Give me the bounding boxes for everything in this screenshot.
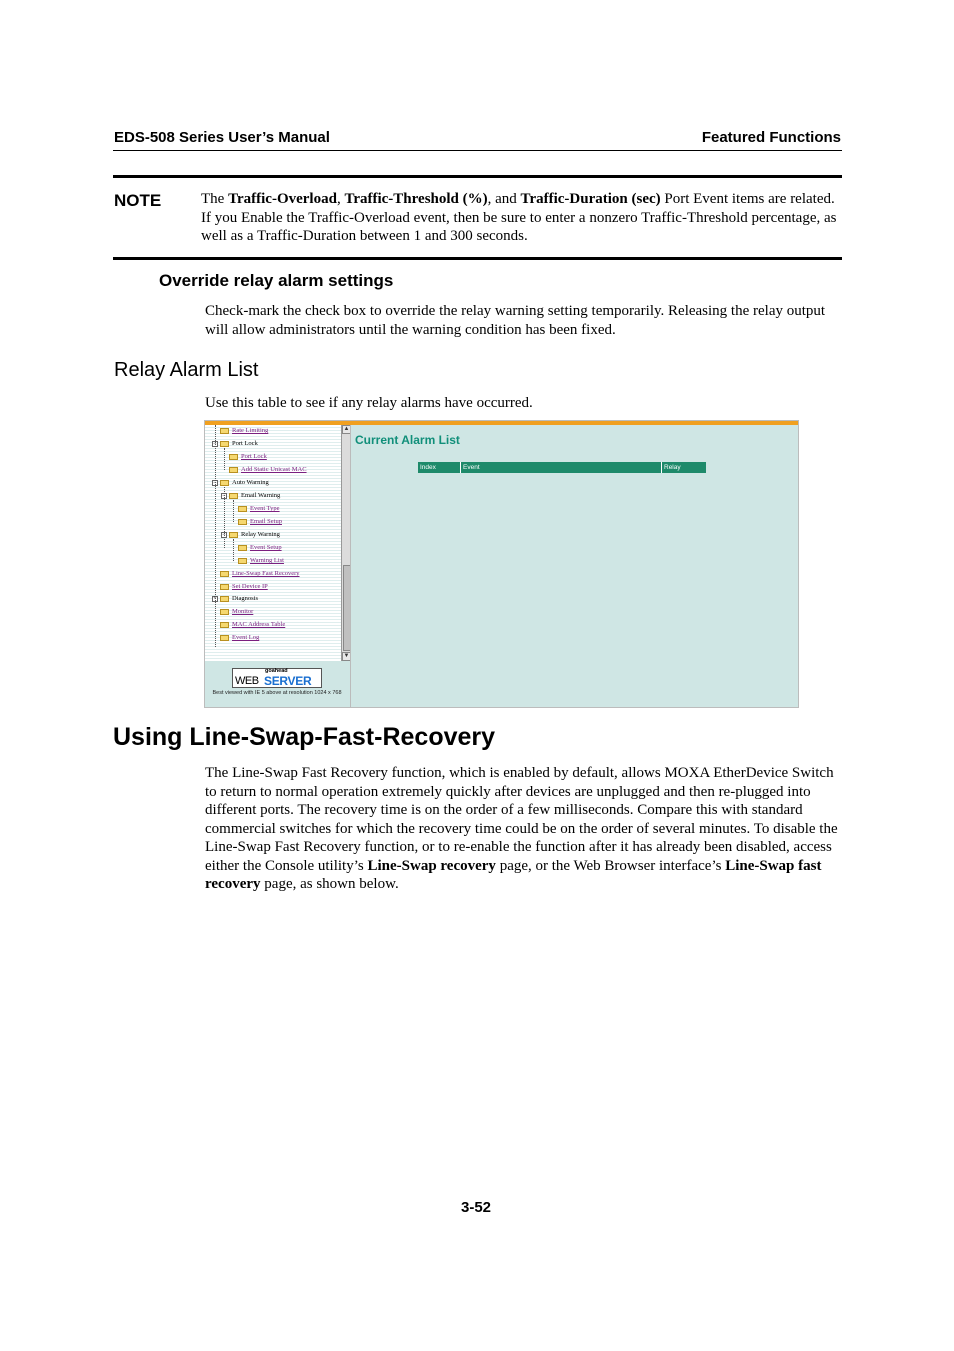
tree-item[interactable] [220, 634, 259, 642]
tree-item[interactable] [229, 466, 307, 474]
folder-icon [220, 428, 229, 434]
folder-icon [238, 519, 247, 525]
lsfr-heading: Using Line-Swap-Fast-Recovery [113, 723, 496, 751]
relay-alarm-list-body: Use this table to see if any relay alarms have occurred. [205, 395, 533, 411]
tree-item-label[interactable]: Event Type [250, 505, 280, 512]
note-text: The Traffic-Overload, Traffic-Threshold (%), and Traffic-Duration (sec) Port Event items are related. If you Enable the Traffic-Overload event, then be sure to enter a nonzero Traffic-Threshold percentage, as well as a Traffic-Duration between 1 and 300 seconds. [201, 191, 837, 244]
tree-item [229, 492, 280, 500]
tree-item-label[interactable]: Line-Swap Fast Recovery [232, 570, 300, 577]
logo-server: SERVER [264, 674, 312, 688]
alarm-list-title: Current Alarm List [355, 433, 460, 447]
tree-item-label: Port Lock [232, 440, 258, 447]
tree-item-label[interactable]: Event Log [232, 634, 260, 641]
folder-icon [238, 558, 247, 564]
tree-guide-line [224, 448, 225, 470]
folder-icon [229, 467, 238, 473]
expand-icon[interactable]: + [213, 596, 217, 602]
folder-icon [220, 571, 229, 577]
collapse-icon[interactable]: − [213, 441, 217, 447]
tree-item-label[interactable]: Email Setup [250, 518, 282, 525]
tree-guide-line [224, 487, 225, 548]
web-interface-screenshot [204, 420, 799, 708]
note-label: NOTE [114, 191, 162, 210]
folder-icon [238, 545, 247, 551]
tree-item-label: Email Warning [241, 492, 281, 499]
scroll-down-icon[interactable]: ▼ [343, 653, 350, 659]
tree-item[interactable] [238, 544, 282, 552]
folder-icon [229, 493, 238, 499]
collapse-icon[interactable]: − [222, 493, 226, 499]
tree-item[interactable] [238, 505, 280, 513]
page-number: 3-52 [461, 1199, 492, 1216]
folder-icon [229, 454, 238, 460]
tree-item-label[interactable]: Port Lock [241, 453, 267, 460]
tree-item-label: Relay Warning [241, 531, 280, 538]
tree-item[interactable] [220, 583, 268, 591]
folder-icon [238, 506, 247, 512]
tree-item-label: Diagnosis [232, 595, 258, 602]
folder-icon [220, 596, 229, 602]
folder-icon [220, 635, 229, 641]
note-top-rule [113, 175, 842, 178]
logo-goahead: goahead [265, 668, 288, 674]
folder-icon [229, 532, 238, 538]
tree-guide-line [233, 539, 234, 561]
frame-divider [350, 425, 351, 707]
folder-icon [220, 441, 229, 447]
tree-item [220, 595, 258, 603]
tree-item-label[interactable]: Rate Limiting [232, 427, 269, 434]
collapse-icon[interactable]: − [222, 532, 226, 538]
folder-icon [220, 622, 229, 628]
tree-item[interactable] [229, 453, 267, 461]
tree-item-label[interactable]: Event Setup [250, 544, 282, 551]
header-rule [113, 150, 842, 151]
note-bottom-rule [113, 257, 842, 260]
column-event: Event [461, 462, 662, 473]
tree-item-label[interactable]: Add Static Unicast MAC [241, 466, 307, 473]
folder-icon [220, 480, 229, 486]
override-heading: Override relay alarm settings [159, 271, 394, 290]
collapse-icon[interactable]: − [213, 480, 217, 486]
lsfr-body: The Line-Swap Fast Recovery function, which is enabled by default, allows MOXA EtherDevice Switch to return to normal operation extremely quickly after devices are unplugged and then re-plugged into different ports. The recovery time is on the order of a few milliseconds. Compare this with standard commercial switches for which the recovery time could be on the order of several minutes. To disable the Line-Swap Fast Recovery function, or to re-enable the function after it has already been disabled, access either the Console utility’s Line-Swap recovery page, or the Web Browser interface’s Line-Swap fast recovery page, as shown below. [205, 765, 838, 892]
scroll-up-icon[interactable]: ▲ [343, 426, 350, 432]
tree-item[interactable] [238, 557, 284, 565]
tree-item [229, 531, 280, 539]
tree-item-label[interactable]: Set Device IP [232, 583, 268, 590]
tree-item[interactable] [220, 608, 253, 616]
tree-guide-line [233, 500, 234, 522]
tree-item-label[interactable]: Warning List [250, 557, 284, 564]
folder-icon [220, 584, 229, 590]
header-title: EDS-508 Series User’s Manual [114, 129, 330, 146]
tree-item-label[interactable]: Monitor [232, 608, 254, 615]
folder-icon [220, 609, 229, 615]
tree-guide-line [215, 425, 216, 647]
tree-item-label: Auto Warning [232, 479, 269, 486]
webserver-logo [232, 668, 322, 688]
alarm-table-header [418, 462, 706, 473]
logo-web: WEB [235, 675, 259, 687]
left-footer [205, 661, 350, 707]
tree-item[interactable] [238, 518, 282, 526]
tree-item [220, 479, 269, 487]
override-body: Check-mark the check box to override the relay warning setting temporarily. Releasing the relay output will allow administrators until the warning condition has been fixed. [205, 303, 826, 338]
column-relay: Relay [664, 464, 681, 471]
navigation-tree [205, 425, 341, 661]
tree-item[interactable] [220, 427, 268, 435]
header-section: Featured Functions [701, 129, 841, 146]
column-index: Index [418, 462, 461, 473]
tree-item[interactable] [220, 621, 285, 629]
best-viewed-note: Best viewed with IE 5 above at resolution 1024 x 768 [212, 690, 342, 696]
tree-item [220, 440, 258, 448]
relay-alarm-list-heading: Relay Alarm List [114, 359, 259, 381]
tree-item[interactable] [220, 570, 300, 578]
tree-item-label[interactable]: MAC Address Table [232, 621, 286, 628]
